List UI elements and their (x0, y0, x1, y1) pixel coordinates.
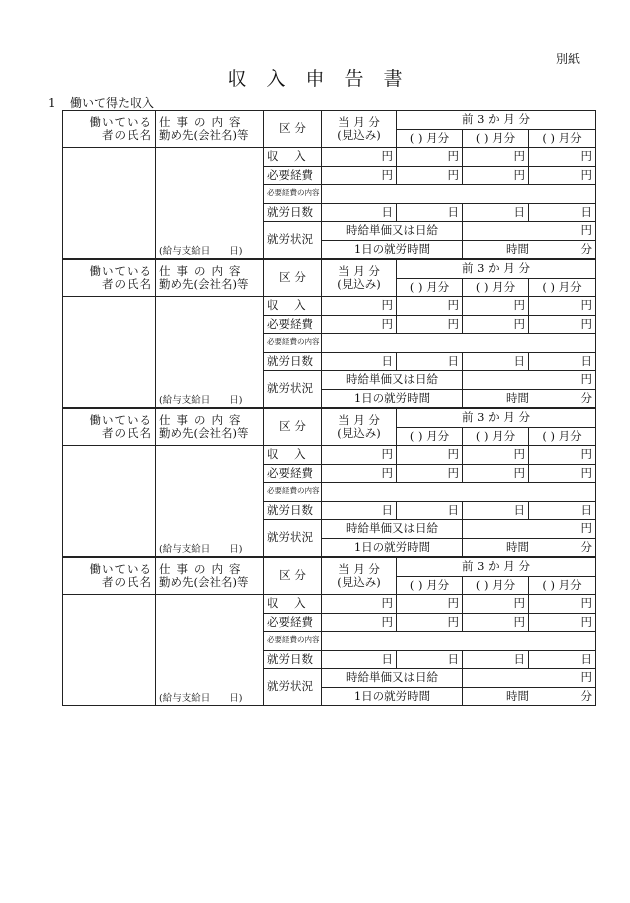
hourly-wage-field[interactable]: 円 (463, 520, 596, 539)
expense-detail-field[interactable] (322, 632, 596, 651)
month-1-header: ( ) 月分 (397, 278, 463, 297)
income-month-1[interactable]: 円 (397, 446, 463, 465)
daily-hours-field[interactable] (463, 389, 596, 408)
work-days-month-2[interactable]: 日 (463, 501, 529, 520)
month-1-header: ( ) 月分 (397, 129, 463, 148)
work-status-label: 就労状況 (264, 371, 322, 408)
expense-detail-field[interactable] (322, 185, 596, 204)
hours-unit: 時間 (506, 241, 529, 256)
hours-unit: 時間 (506, 539, 529, 554)
expense-current[interactable]: 円 (322, 464, 397, 483)
category-header: 区 分 (264, 111, 322, 148)
work-days-month-1[interactable]: 日 (397, 352, 463, 371)
expense-label: 必要経費 (264, 613, 322, 632)
minutes-unit: 分 (580, 539, 592, 554)
hours-unit: 時間 (506, 390, 529, 405)
daily-hours-label: 1日の就労時間 (322, 538, 463, 557)
month-3-header: ( ) 月分 (529, 576, 596, 595)
daily-hours-field[interactable] (463, 538, 596, 557)
income-month-3[interactable]: 円 (529, 297, 596, 316)
month-2-header: ( ) 月分 (463, 129, 529, 148)
income-current[interactable]: 円 (322, 446, 397, 465)
income-month-3[interactable]: 円 (529, 446, 596, 465)
pay-day-cell[interactable]: (給与支給日 日) (156, 446, 264, 557)
work-days-month-3[interactable]: 日 (529, 352, 596, 371)
income-month-2[interactable]: 円 (463, 148, 529, 167)
month-1-header: ( ) 月分 (397, 427, 463, 446)
work-days-current[interactable]: 日 (322, 501, 397, 520)
work-days-label: 就労日数 (264, 501, 322, 520)
month-1-header: ( ) 月分 (397, 576, 463, 595)
income-month-3[interactable]: 円 (529, 148, 596, 167)
minutes-unit: 分 (580, 241, 592, 256)
work-days-month-3[interactable]: 日 (529, 501, 596, 520)
work-days-label: 就労日数 (264, 203, 322, 222)
month-3-header: ( ) 月分 (529, 129, 596, 148)
work-days-label: 就労日数 (264, 352, 322, 371)
job-content-header: 仕事の内容 勤め先(会社名)等 (156, 409, 264, 446)
category-header: 区 分 (264, 409, 322, 446)
job-content-header: 仕事の内容 勤め先(会社名)等 (156, 260, 264, 297)
work-days-current[interactable]: 日 (322, 352, 397, 371)
income-block (62, 557, 596, 706)
worker-name-header: 働いている 者の氏名 (63, 409, 156, 446)
expense-label: 必要経費 (264, 315, 322, 334)
income-block (62, 408, 596, 557)
hours-unit: 時間 (506, 688, 529, 703)
work-days-month-3[interactable]: 日 (529, 650, 596, 669)
hourly-wage-label: 時給単価又は日給 (322, 371, 463, 390)
income-month-2[interactable]: 円 (463, 595, 529, 614)
expense-month-3[interactable]: 円 (529, 166, 596, 185)
section-number: 1 (48, 96, 56, 110)
expense-month-3[interactable]: 円 (529, 613, 596, 632)
work-days-month-1[interactable]: 日 (397, 203, 463, 222)
income-current[interactable]: 円 (322, 297, 397, 316)
work-days-month-2[interactable]: 日 (463, 203, 529, 222)
worker-name-header: 働いている 者の氏名 (63, 260, 156, 297)
expense-month-1[interactable]: 円 (397, 166, 463, 185)
expense-current[interactable]: 円 (322, 613, 397, 632)
current-month-header: 当 月 分 (見込み) (322, 260, 397, 297)
expense-detail-field[interactable] (322, 483, 596, 502)
work-days-month-2[interactable]: 日 (463, 352, 529, 371)
daily-hours-label: 1日の就労時間 (322, 687, 463, 706)
income-label: 収 入 (264, 297, 322, 316)
expense-month-2[interactable]: 円 (463, 464, 529, 483)
category-header: 区 分 (264, 558, 322, 595)
expense-current[interactable]: 円 (322, 315, 397, 334)
prior-three-months-header: 前 3 か 月 分 (397, 260, 596, 279)
daily-hours-label: 1日の就労時間 (322, 389, 463, 408)
minutes-unit: 分 (580, 390, 592, 405)
work-days-month-1[interactable]: 日 (397, 501, 463, 520)
expense-label: 必要経費 (264, 464, 322, 483)
attachment-label: 別紙 (556, 52, 581, 66)
expense-label: 必要経費 (264, 166, 322, 185)
income-current[interactable]: 円 (322, 595, 397, 614)
expense-detail-label: 必要経費の内容 (264, 483, 322, 502)
income-month-3[interactable]: 円 (529, 595, 596, 614)
work-days-month-1[interactable]: 日 (397, 650, 463, 669)
income-month-1[interactable]: 円 (397, 297, 463, 316)
job-content-header: 仕事の内容 勤め先(会社名)等 (156, 111, 264, 148)
expense-month-1[interactable]: 円 (397, 315, 463, 334)
expense-month-1[interactable]: 円 (397, 464, 463, 483)
pay-day-cell[interactable]: (給与支給日 日) (156, 595, 264, 706)
month-3-header: ( ) 月分 (529, 278, 596, 297)
expense-current[interactable]: 円 (322, 166, 397, 185)
hourly-wage-field[interactable]: 円 (463, 371, 596, 390)
pay-day-cell[interactable]: (給与支給日 日) (156, 297, 264, 408)
pay-day-cell[interactable]: (給与支給日 日) (156, 148, 264, 259)
income-month-1[interactable]: 円 (397, 595, 463, 614)
income-block (62, 259, 596, 408)
hourly-wage-label: 時給単価又は日給 (322, 222, 463, 241)
income-label: 収 入 (264, 446, 322, 465)
worker-name-cell[interactable] (63, 148, 156, 259)
current-month-header: 当 月 分 (見込み) (322, 111, 397, 148)
work-days-month-2[interactable]: 日 (463, 650, 529, 669)
month-2-header: ( ) 月分 (463, 278, 529, 297)
income-blocks (62, 110, 596, 706)
expense-month-2[interactable]: 円 (463, 315, 529, 334)
expense-detail-field[interactable] (322, 334, 596, 353)
work-days-label: 就労日数 (264, 650, 322, 669)
daily-hours-field[interactable] (463, 240, 596, 259)
prior-three-months-header: 前 3 か 月 分 (397, 409, 596, 428)
minutes-unit: 分 (580, 688, 592, 703)
hourly-wage-label: 時給単価又は日給 (322, 669, 463, 688)
work-days-current[interactable]: 日 (322, 203, 397, 222)
expense-detail-label: 必要経費の内容 (264, 185, 322, 204)
section-heading (48, 94, 154, 111)
category-header: 区 分 (264, 260, 322, 297)
work-status-label: 就労状況 (264, 520, 322, 557)
income-block (62, 110, 596, 259)
income-month-2[interactable]: 円 (463, 297, 529, 316)
hourly-wage-label: 時給単価又は日給 (322, 520, 463, 539)
income-label: 収 入 (264, 148, 322, 167)
page-title: 収入申告書 (227, 68, 423, 90)
income-month-2[interactable]: 円 (463, 446, 529, 465)
hourly-wage-field[interactable]: 円 (463, 669, 596, 688)
current-month-header: 当 月 分 (見込み) (322, 409, 397, 446)
worker-name-header: 働いている 者の氏名 (63, 111, 156, 148)
work-status-label: 就労状況 (264, 222, 322, 259)
income-current[interactable]: 円 (322, 148, 397, 167)
expense-month-3[interactable]: 円 (529, 464, 596, 483)
daily-hours-field[interactable] (463, 687, 596, 706)
expense-month-2[interactable]: 円 (463, 166, 529, 185)
job-content-header: 仕事の内容 勤め先(会社名)等 (156, 558, 264, 595)
prior-three-months-header: 前 3 か 月 分 (397, 111, 596, 130)
worker-name-header: 働いている 者の氏名 (63, 558, 156, 595)
expense-month-2[interactable]: 円 (463, 613, 529, 632)
expense-month-1[interactable]: 円 (397, 613, 463, 632)
income-label: 収 入 (264, 595, 322, 614)
work-days-month-3[interactable]: 日 (529, 203, 596, 222)
expense-month-3[interactable]: 円 (529, 315, 596, 334)
work-days-current[interactable]: 日 (322, 650, 397, 669)
current-month-header: 当 月 分 (見込み) (322, 558, 397, 595)
prior-three-months-header: 前 3 か 月 分 (397, 558, 596, 577)
income-month-1[interactable]: 円 (397, 148, 463, 167)
month-2-header: ( ) 月分 (463, 427, 529, 446)
hourly-wage-field[interactable]: 円 (463, 222, 596, 241)
month-3-header: ( ) 月分 (529, 427, 596, 446)
daily-hours-label: 1日の就労時間 (322, 240, 463, 259)
expense-detail-label: 必要経費の内容 (264, 632, 322, 651)
worker-name-cell[interactable] (63, 297, 156, 408)
worker-name-cell[interactable] (63, 595, 156, 706)
expense-detail-label: 必要経費の内容 (264, 334, 322, 353)
worker-name-cell[interactable] (63, 446, 156, 557)
month-2-header: ( ) 月分 (463, 576, 529, 595)
work-status-label: 就労状況 (264, 669, 322, 706)
section-label: 働いて得た収入 (70, 96, 155, 110)
